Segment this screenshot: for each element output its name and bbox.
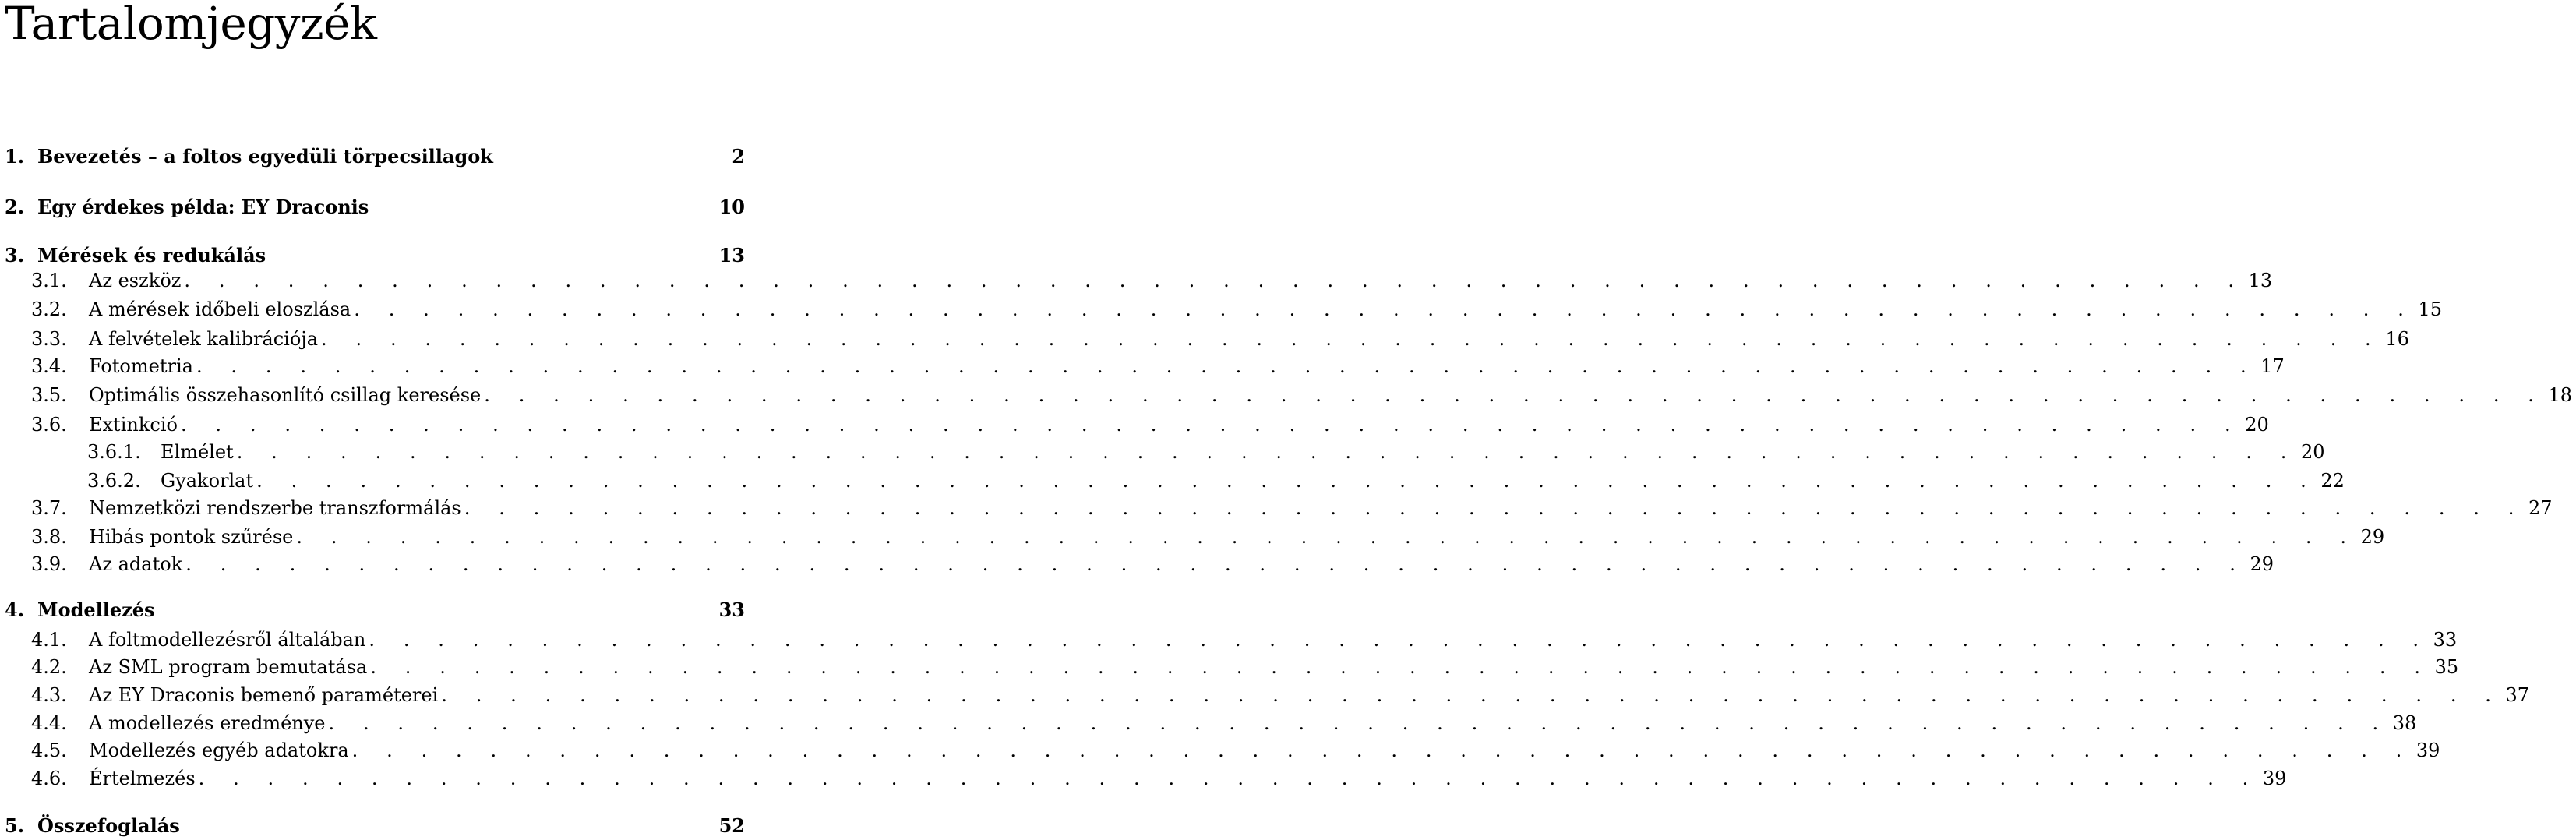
toc-section[interactable] <box>0 353 2285 379</box>
toc-section[interactable] <box>0 682 2530 708</box>
entry-page: 13 <box>718 243 745 266</box>
dot-leader: . . . . . . . . . . . . . . . . . . . . . . . . . . . . . . . . . . . . . . . . . . . . . . . . . . . . . . . . . . . . <box>321 328 2383 350</box>
entry-title: A felvételek kalibrációja <box>89 328 319 350</box>
entry-number: 4.2. <box>31 656 67 678</box>
entry-page: 38 <box>2392 712 2417 734</box>
entry-title: A modellezés eredménye <box>89 712 326 734</box>
entry-title: A foltmodellezésről általában <box>89 629 366 651</box>
entry-page: 16 <box>2385 328 2409 350</box>
toc-section[interactable] <box>0 495 2553 521</box>
entry-page: 17 <box>2260 355 2285 377</box>
dot-leader: . . . . . . . . . . . . . . . . . . . . . . . . . . . . . . . . . . . . . . . . . . . . . . . . . . . . . . . . . . . . <box>180 414 2243 436</box>
toc-chapter[interactable] <box>0 596 748 623</box>
entry-number: 3.5. <box>31 384 67 406</box>
toc-section[interactable] <box>0 411 2269 438</box>
entry-number: 3.1. <box>31 270 67 291</box>
dot-leader: . . . . . . . . . . . . . . . . . . . . . . . . . . . . . . . . . . . . . . . . . . . . . . . . . . . . . . . . . . . . <box>484 384 2546 406</box>
entry-title: Az adatok <box>89 553 183 575</box>
entry-number: 3.2. <box>31 298 67 320</box>
entry-title: Hibás pontok szűrése <box>89 526 294 548</box>
entry-page: 29 <box>2250 553 2274 575</box>
entry-page: 35 <box>2434 656 2459 678</box>
entry-page: 15 <box>2418 298 2443 320</box>
entry-number: 4.1. <box>31 629 67 651</box>
entry-title: Összefoglalás <box>37 814 180 837</box>
toc-subsection[interactable] <box>0 468 2345 494</box>
dot-leader: . . . . . . . . . . . . . . . . . . . . . . . . . . . . . . . . . . . . . . . . . . . . . . . . . . . . . . . . . . . . <box>296 526 2358 548</box>
entry-page: 37 <box>2505 684 2530 706</box>
entry-page: 33 <box>718 598 745 621</box>
dot-leader: . . . . . . . . . . . . . . . . . . . . . . . . . . . . . . . . . . . . . . . . . . . . . . . . . . . . . . . . . . . . <box>464 497 2525 519</box>
entry-title: Mérések és redukálás <box>37 243 266 266</box>
entry-page: 33 <box>2433 629 2458 651</box>
entry-number: 4.5. <box>31 739 67 761</box>
entry-number: 3.9. <box>31 553 67 575</box>
entry-title: Modellezés <box>37 598 155 621</box>
toc-chapter[interactable] <box>0 812 748 838</box>
entry-number: 3.6.2. <box>87 470 141 492</box>
dot-leader: . . . . . . . . . . . . . . . . . . . . . . . . . . . . . . . . . . . . . . . . . . . . . . . . . . . . . . . . . . . . <box>185 553 2247 575</box>
entry-number: 2. <box>5 195 25 218</box>
entry-page: 52 <box>718 814 745 837</box>
entry-page: 10 <box>718 195 745 218</box>
entry-title: Bevezetés – a foltos egyedüli törpecsillagok <box>37 144 493 168</box>
page-title: Tartalomjegyzék <box>5 0 377 50</box>
dot-leader: . . . . . . . . . . . . . . . . . . . . . . . . . . . . . . . . . . . . . . . . . . . . . . . . . . . . . . . . . . . . <box>370 656 2432 678</box>
toc-chapter[interactable] <box>0 143 748 169</box>
entry-title: Fotometria <box>89 355 193 377</box>
toc-section[interactable] <box>0 765 2287 792</box>
entry-number: 4.4. <box>31 712 67 734</box>
entry-number: 1. <box>5 144 25 168</box>
entry-page: 20 <box>2300 441 2325 463</box>
entry-number: 3.6. <box>31 414 67 436</box>
entry-page: 2 <box>732 144 745 168</box>
dot-leader: . . . . . . . . . . . . . . . . . . . . . . . . . . . . . . . . . . . . . . . . . . . . . . . . . . . . . . . . . . . . <box>369 629 2430 651</box>
toc-section[interactable] <box>0 382 2573 408</box>
entry-page: 13 <box>2248 270 2273 291</box>
toc-section[interactable] <box>0 524 2385 550</box>
dot-leader: . . . . . . . . . . . . . . . . . . . . . . . . . . . . . . . . . . . . . . . . . . . . . . . . . . . . . . . . . . . . <box>184 270 2246 291</box>
toc-section[interactable] <box>0 654 2459 680</box>
entry-number: 3.4. <box>31 355 67 377</box>
toc-section[interactable] <box>0 296 2443 323</box>
entry-title: Optimális összehasonlító csillag keresése <box>89 384 482 406</box>
entry-title: Egy érdekes példa: EY Draconis <box>37 195 369 218</box>
dot-leader: . . . . . . . . . . . . . . . . . . . . . . . . . . . . . . . . . . . . . . . . . . . . . . . . . . . . . . . . . . . . <box>441 684 2503 706</box>
toc-section[interactable] <box>0 267 2273 294</box>
entry-page: 29 <box>2360 526 2385 548</box>
entry-title: Modellezés egyéb adatokra <box>89 739 349 761</box>
entry-page: 39 <box>2262 768 2287 789</box>
entry-number: 4.6. <box>31 768 67 789</box>
entry-page: 18 <box>2548 384 2573 406</box>
entry-title: Extinkció <box>89 414 178 436</box>
toc-section[interactable] <box>0 551 2274 577</box>
entry-title: Értelmezés <box>89 768 196 789</box>
entry-title: Az EY Draconis bemenő paraméterei <box>89 684 439 706</box>
entry-number: 4. <box>5 598 25 621</box>
toc-section[interactable] <box>0 737 2440 764</box>
entry-title: Az eszköz <box>89 270 182 291</box>
toc-chapter[interactable] <box>0 242 748 268</box>
toc-section[interactable] <box>0 326 2409 352</box>
toc-subsection[interactable] <box>0 439 2325 465</box>
entry-title: Elmélet <box>161 441 234 463</box>
toc-chapter[interactable] <box>0 193 748 220</box>
entry-number: 3.6.1. <box>87 441 141 463</box>
entry-number: 3. <box>5 243 25 266</box>
entry-page: 27 <box>2528 497 2553 519</box>
entry-number: 3.7. <box>31 497 67 519</box>
dot-leader: . . . . . . . . . . . . . . . . . . . . . . . . . . . . . . . . . . . . . . . . . . . . . . . . . . . . . . . . . . . . <box>351 739 2413 761</box>
entry-number: 5. <box>5 814 25 837</box>
toc-section[interactable] <box>0 710 2417 736</box>
entry-title: Nemzetközi rendszerbe transzformálás <box>89 497 461 519</box>
dot-leader: . . . . . . . . . . . . . . . . . . . . . . . . . . . . . . . . . . . . . . . . . . . . . . . . . . . . . . . . . . . . <box>256 470 2318 492</box>
dot-leader: . . . . . . . . . . . . . . . . . . . . . . . . . . . . . . . . . . . . . . . . . . . . . . . . . . . . . . . . . . . . <box>328 712 2390 734</box>
entry-number: 4.3. <box>31 684 67 706</box>
entry-number: 3.8. <box>31 526 67 548</box>
dot-leader: . . . . . . . . . . . . . . . . . . . . . . . . . . . . . . . . . . . . . . . . . . . . . . . . . . . . . . . . . . . . <box>198 768 2260 789</box>
entry-title: Gyakorlat <box>161 470 254 492</box>
entry-page: 20 <box>2245 414 2269 436</box>
dot-leader: . . . . . . . . . . . . . . . . . . . . . . . . . . . . . . . . . . . . . . . . . . . . . . . . . . . . . . . . . . . . <box>354 298 2415 320</box>
toc-section[interactable] <box>0 626 2458 653</box>
dot-leader: . . . . . . . . . . . . . . . . . . . . . . . . . . . . . . . . . . . . . . . . . . . . . . . . . . . . . . . . . . . . <box>196 355 2258 377</box>
entry-page: 22 <box>2320 470 2345 492</box>
entry-title: Az SML program bemutatása <box>89 656 368 678</box>
entry-page: 39 <box>2415 739 2440 761</box>
entry-title: A mérések időbeli eloszlása <box>89 298 351 320</box>
entry-number: 3.3. <box>31 328 67 350</box>
dot-leader: . . . . . . . . . . . . . . . . . . . . . . . . . . . . . . . . . . . . . . . . . . . . . . . . . . . . . . . . . . . . <box>236 441 2298 463</box>
